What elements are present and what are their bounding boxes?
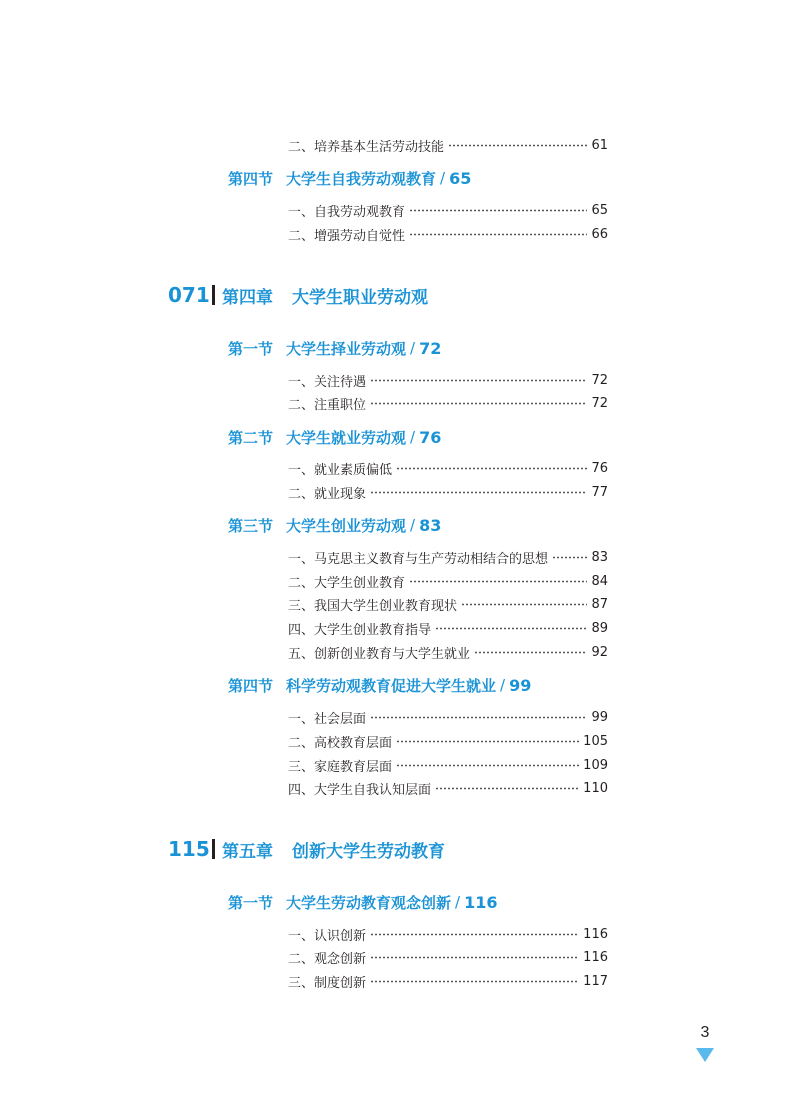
section-title: 大学生自我劳动观教育 <box>286 169 437 188</box>
section-title: 大学生创业劳动观 <box>286 516 407 535</box>
toc-entry-label: 二、培养基本生活劳动技能 <box>288 139 445 155</box>
dot-leader <box>396 740 579 743</box>
toc-entry[interactable] <box>288 642 608 662</box>
toc-entry[interactable] <box>288 707 608 727</box>
section-slash: / <box>455 893 461 911</box>
toc-entry-label: 一、自我劳动观教育 <box>288 204 406 220</box>
toc-entry-page: 77 <box>591 484 608 500</box>
toc-entry-label: 三、家庭教育层面 <box>288 759 393 775</box>
toc-entry[interactable] <box>288 778 608 798</box>
toc-section-heading[interactable] <box>228 336 441 360</box>
dot-leader <box>396 467 587 470</box>
chapter-number: 第五章 <box>222 841 273 862</box>
section-slash: / <box>410 516 416 534</box>
section-number: 第二节 <box>228 428 274 447</box>
toc-entry-label: 一、关注待遇 <box>288 374 367 390</box>
toc-entry-label: 二、大学生创业教育 <box>288 575 406 591</box>
toc-entry-page: 109 <box>583 757 608 773</box>
toc-entry-label: 一、认识创新 <box>288 928 367 944</box>
toc-entry[interactable] <box>288 135 608 155</box>
section-page: 72 <box>419 338 442 358</box>
section-page: 76 <box>419 427 442 447</box>
dot-leader <box>370 379 587 382</box>
toc-entry-page: 66 <box>591 226 608 242</box>
toc-entry[interactable] <box>288 755 608 775</box>
toc-entry-label: 五、创新创业教育与大学生就业 <box>288 646 471 662</box>
toc-entry[interactable] <box>288 731 608 751</box>
dot-leader <box>370 956 579 959</box>
dot-leader <box>370 980 579 983</box>
toc-entry-label: 二、观念创新 <box>288 951 367 967</box>
section-title: 大学生择业劳动观 <box>286 339 407 358</box>
page-number: 3 <box>700 1024 710 1041</box>
toc-entry[interactable] <box>288 200 608 220</box>
toc-entry[interactable] <box>288 393 608 413</box>
toc-entry[interactable] <box>288 971 608 991</box>
toc-entry-page: 72 <box>591 395 608 411</box>
section-page: 116 <box>464 892 498 912</box>
toc-entry[interactable] <box>288 370 608 390</box>
toc-entry-label: 一、马克思主义教育与生产劳动相结合的思想 <box>288 551 549 567</box>
section-number: 第一节 <box>228 339 274 358</box>
dot-leader <box>396 764 579 767</box>
dot-leader <box>409 580 587 583</box>
section-slash: / <box>440 169 446 187</box>
section-title: 科学劳动观教育促进大学生就业 <box>286 676 497 695</box>
chapter-number: 第四章 <box>222 287 273 308</box>
dot-leader <box>370 933 579 936</box>
toc-entry-label: 一、就业素质偏低 <box>288 462 393 478</box>
section-page: 65 <box>449 168 472 188</box>
toc-entry-label: 二、增强劳动自觉性 <box>288 228 406 244</box>
toc-section-heading[interactable] <box>228 513 441 537</box>
toc-entry-label: 四、大学生自我认知层面 <box>288 782 432 798</box>
toc-entry[interactable] <box>288 571 608 591</box>
section-title: 大学生就业劳动观 <box>286 428 407 447</box>
chapter-title: 大学生职业劳动观 <box>292 287 428 308</box>
section-slash: / <box>410 428 416 446</box>
chapter-page: 115 <box>168 837 210 861</box>
chapter-divider <box>212 839 215 859</box>
triangle-down-icon <box>696 1048 714 1062</box>
toc-entry-label: 二、高校教育层面 <box>288 735 393 751</box>
dot-leader <box>435 627 587 630</box>
toc-entry-page: 84 <box>591 573 608 589</box>
dot-leader <box>435 787 579 790</box>
toc-entry-page: 65 <box>591 202 608 218</box>
section-number: 第一节 <box>228 893 274 912</box>
chapter-page: 071 <box>168 283 210 307</box>
dot-leader <box>448 144 587 147</box>
toc-entry[interactable] <box>288 594 608 614</box>
toc-entry[interactable] <box>288 618 608 638</box>
toc-entry-page: 117 <box>583 973 608 989</box>
section-page: 83 <box>419 515 442 535</box>
toc-entry-page: 89 <box>591 620 608 636</box>
toc-entry[interactable] <box>288 482 608 502</box>
toc-entry[interactable] <box>288 924 608 944</box>
toc-section-heading[interactable] <box>228 890 497 914</box>
chapter-divider <box>212 285 215 305</box>
toc-entry-label: 一、社会层面 <box>288 711 367 727</box>
section-title: 大学生劳动教育观念创新 <box>286 893 452 912</box>
toc-entry-page: 83 <box>591 549 608 565</box>
toc-entry-label: 三、我国大学生创业教育现状 <box>288 598 458 614</box>
section-number: 第四节 <box>228 676 274 695</box>
section-page: 99 <box>509 675 532 695</box>
toc-entry-page: 99 <box>591 709 608 725</box>
section-slash: / <box>500 676 506 694</box>
dot-leader <box>409 233 587 236</box>
toc-entry[interactable] <box>288 947 608 967</box>
toc-entry-page: 116 <box>583 926 608 942</box>
section-number: 第四节 <box>228 169 274 188</box>
toc-section-heading[interactable] <box>228 166 471 190</box>
chapter-title: 创新大学生劳动教育 <box>292 841 445 862</box>
dot-leader <box>552 556 587 559</box>
toc-entry[interactable] <box>288 547 608 567</box>
toc-entry-page: 87 <box>591 596 608 612</box>
toc-entry-label: 二、就业现象 <box>288 486 367 502</box>
toc-chapter-heading[interactable] <box>168 834 445 864</box>
dot-leader <box>370 716 587 719</box>
toc-entry-label: 四、大学生创业教育指导 <box>288 622 432 638</box>
toc-chapter-heading[interactable] <box>168 280 428 310</box>
section-number: 第三节 <box>228 516 274 535</box>
toc-entry-page: 116 <box>583 949 608 965</box>
section-slash: / <box>410 339 416 357</box>
dot-leader <box>370 402 587 405</box>
dot-leader <box>474 651 587 654</box>
toc-entry-page: 72 <box>591 372 608 388</box>
toc-entry-label: 二、注重职位 <box>288 397 367 413</box>
dot-leader <box>409 209 587 212</box>
toc-entry-page: 76 <box>591 460 608 476</box>
toc-entry-page: 61 <box>591 137 608 153</box>
dot-leader <box>461 603 587 606</box>
dot-leader <box>370 491 587 494</box>
toc-section-heading[interactable] <box>228 673 531 697</box>
toc-entry-page: 92 <box>591 644 608 660</box>
toc-entry-label: 三、制度创新 <box>288 975 367 991</box>
toc-entry-page: 110 <box>583 780 608 796</box>
toc-section-heading[interactable] <box>228 425 441 449</box>
toc-entry[interactable] <box>288 224 608 244</box>
toc-entry-page: 105 <box>583 733 608 749</box>
toc-entry[interactable] <box>288 458 608 478</box>
